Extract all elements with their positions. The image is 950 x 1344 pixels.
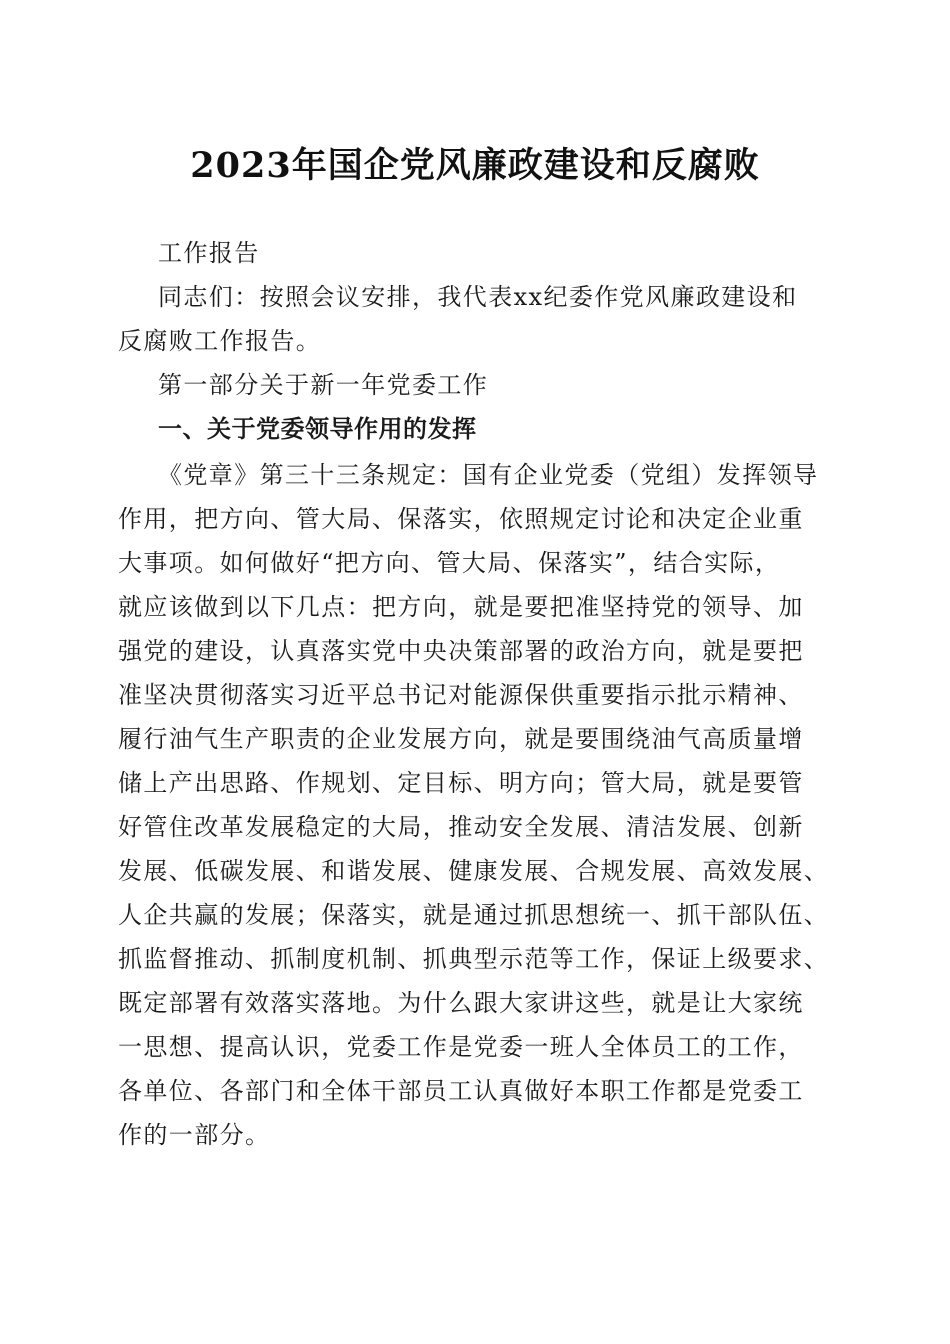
body-line-2: 作用，把方向、管大局、保落实，依照规定讨论和决定企业重 (118, 505, 804, 533)
body-line-12: 抓监督推动、抓制度机制、抓典型示范等工作，保证上级要求、 (118, 945, 830, 973)
body-line-8: 储上产出思路、作规划、定目标、明方向；管大局，就是要管 (118, 769, 804, 797)
body-line-9: 好管住改革发展稳定的大局，推动安全发展、清洁发展、创新 (118, 813, 804, 841)
intro-line-1: 同志们：按照会议安排，我代表xx纪委作党风廉政建设和 (158, 283, 798, 311)
body-line-1: 《党章》第三十三条规定：国有企业党委（党组）发挥领导 (158, 461, 819, 489)
body-line-3: 大事项。如何做好“把方向、管大局、保落实”，结合实际， (118, 549, 781, 577)
body-line-5: 强党的建设，认真落实党中央决策部署的政治方向，就是要把 (118, 637, 804, 665)
body-line-4: 就应该做到以下几点：把方向，就是要把准坚持党的领导、加 (118, 593, 804, 621)
section-heading: 一、关于党委领导作用的发挥 (158, 415, 477, 443)
body-line-13: 既定部署有效落实落地。为什么跟大家讲这些，就是让大家统 (118, 989, 804, 1017)
body-line-7: 履行油气生产职责的企业发展方向，就是要围绕油气高质量增 (118, 725, 804, 753)
intro-line-2: 反腐败工作报告。 (118, 327, 322, 355)
body-line-10: 发展、低碳发展、和谐发展、健康发展、合规发展、高效发展、 (118, 857, 830, 885)
body-line-11: 人企共赢的发展；保落实，就是通过抓思想统一、抓干部队伍、 (118, 901, 830, 929)
body-line-16: 作的一部分。 (118, 1121, 271, 1149)
document-title: 2023年国企党风廉政建设和反腐败 (190, 145, 760, 186)
body-line-14: 一思想、提高认识，党委工作是党委一班人全体员工的工作， (118, 1033, 804, 1061)
body-line-6: 准坚决贯彻落实习近平总书记对能源保供重要指示批示精神、 (118, 681, 804, 709)
body-line-15: 各单位、各部门和全体干部员工认真做好本职工作都是党委工 (118, 1077, 804, 1105)
document-subtitle: 工作报告 (158, 239, 260, 267)
part-heading: 第一部分关于新一年党委工作 (158, 371, 489, 399)
